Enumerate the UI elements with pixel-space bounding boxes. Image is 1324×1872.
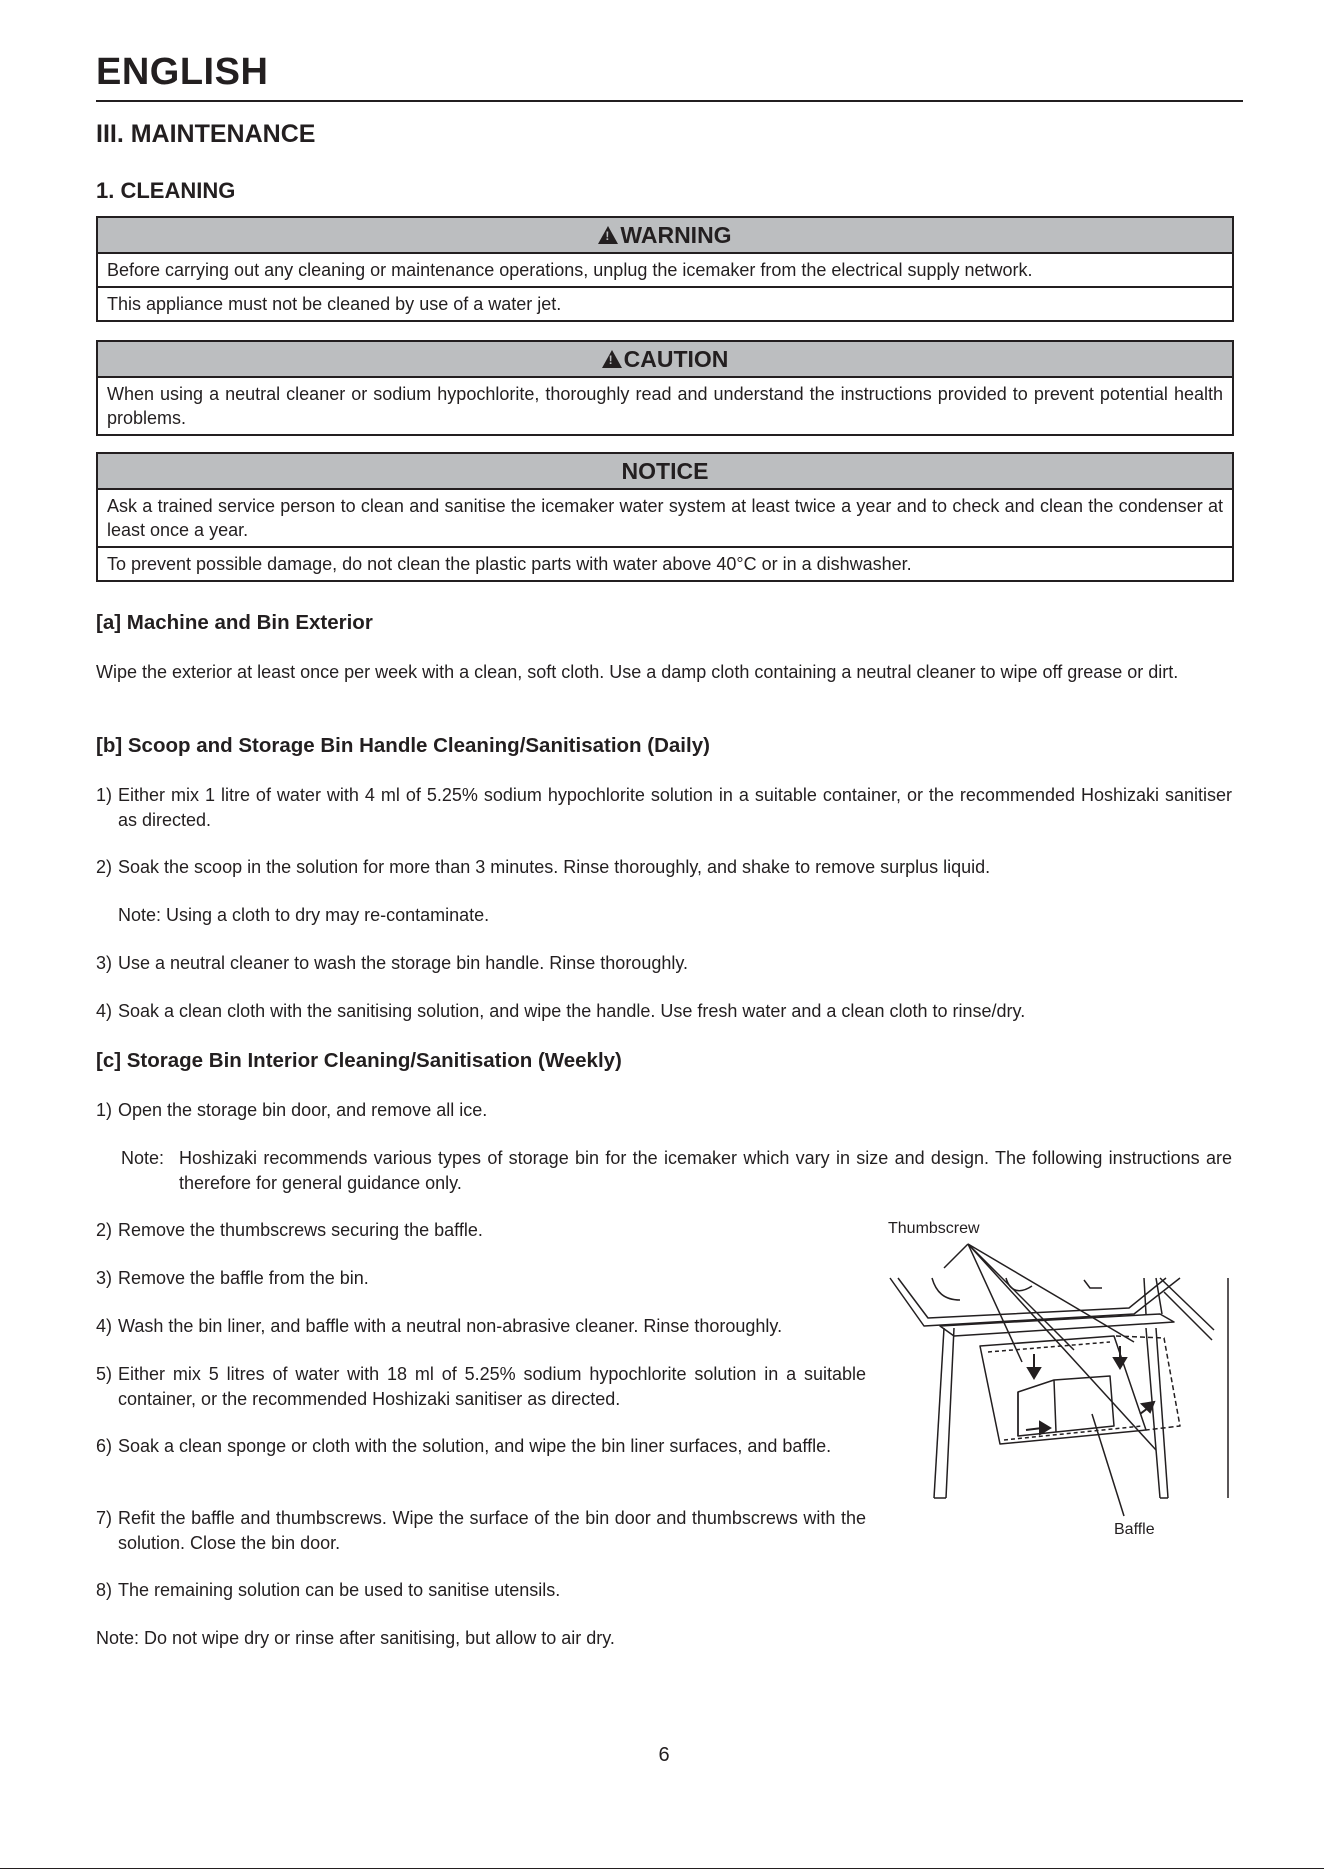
caution-title: CAUTION — [623, 346, 729, 372]
list-item: 6) Soak a clean sponge or cloth with the solution, and wipe the bin liner surfaces, and baffle. — [96, 1436, 832, 1456]
caution-box — [96, 340, 1234, 436]
list-item: 2) Remove the thumbscrews securing the baffle. — [96, 1220, 483, 1240]
warning-triangle-icon — [598, 226, 618, 244]
list-item: 3) Remove the baffle from the bin. — [96, 1268, 369, 1288]
list-item: 1) Either mix 1 litre of water with 4 ml of 5.25% sodium hypochlorite solution in a suitable container, or the recommended Hoshizaki sanitiser as directed. — [96, 785, 1232, 830]
notice-box — [96, 452, 1234, 582]
notice-row: Ask a trained service person to clean and sanitise the icemaker water system at least twice a year and to check and clean the condenser at least once a year. — [107, 496, 1223, 540]
thumbscrew-label: Thumbscrew — [888, 1220, 980, 1237]
language-heading: ENGLISH — [96, 50, 1243, 102]
list-item: 5) Either mix 5 litres of water with 18 ml of 5.25% sodium hypochlorite solution in a suitable container, or the recommended Hoshizaki sanitiser as directed. — [96, 1364, 866, 1409]
list-item: 8) The remaining solution can be used to sanitise utensils. — [96, 1580, 561, 1600]
storage-bin-diagram — [884, 1218, 1240, 1548]
bin-illustration — [884, 1218, 1240, 1518]
caution-row: When using a neutral cleaner or sodium hypochlorite, thoroughly read and understand the instructions provided to prevent potential health problems. — [107, 384, 1223, 428]
note-text: Note: Using a cloth to dry may re-contaminate. — [118, 905, 490, 925]
list-item: 4) Soak a clean cloth with the sanitising solution, and wipe the handle. Use fresh water and a clean cloth to rinse/dry. — [96, 1001, 1026, 1021]
section-title: 1. CLEANING — [96, 178, 236, 203]
list-item: 1) Open the storage bin door, and remove all ice. — [96, 1100, 488, 1120]
list-item: 3) Use a neutral cleaner to wash the storage bin handle. Rinse thoroughly. — [96, 953, 689, 973]
note-text: Note: Hoshizaki recommends various types of storage bin for the icemaker which vary in size and design. The following instructions are therefore for general guidance only. — [121, 1148, 1232, 1193]
notice-row: To prevent possible damage, do not clean the plastic parts with water above 40°C or in a dishwasher. — [98, 546, 1232, 580]
final-note: Note: Do not wipe dry or rinse after sanitising, but allow to air dry. — [96, 1628, 615, 1648]
notice-title: NOTICE — [98, 454, 1232, 490]
list-item: 4) Wash the bin liner, and baffle with a neutral non-abrasive cleaner. Rinse thoroughly. — [96, 1316, 783, 1336]
page-number: 6 — [658, 1744, 670, 1766]
part-a-heading: [a] Machine and Bin Exterior — [96, 611, 373, 634]
warning-box — [96, 216, 1234, 322]
list-item: 2) Soak the scoop in the solution for more than 3 minutes. Rinse thoroughly, and shake to remove surplus liquid. — [96, 857, 991, 877]
warning-title: WARNING — [620, 222, 732, 248]
baffle-label: Baffle — [1114, 1521, 1155, 1538]
part-b-heading: [b] Scoop and Storage Bin Handle Cleaning/Sanitisation (Daily) — [96, 734, 710, 757]
chapter-title: III. MAINTENANCE — [96, 120, 316, 148]
warning-row: This appliance must not be cleaned by use of a water jet. — [98, 286, 1232, 320]
warning-triangle-icon — [602, 350, 622, 368]
part-a-text: Wipe the exterior at least once per week with a clean, soft cloth. Use a damp cloth containing a neutral cleaner to wipe off grease or dirt. — [96, 662, 1179, 682]
page-bottom-rule — [0, 1868, 1324, 1869]
part-c-heading: [c] Storage Bin Interior Cleaning/Sanitisation (Weekly) — [96, 1049, 622, 1072]
list-item: 7) Refit the baffle and thumbscrews. Wipe the surface of the bin door and thumbscrews with the solution. Close the bin door. — [96, 1508, 866, 1553]
warning-row: Before carrying out any cleaning or maintenance operations, unplug the icemaker from the electrical supply network. — [107, 260, 1033, 280]
